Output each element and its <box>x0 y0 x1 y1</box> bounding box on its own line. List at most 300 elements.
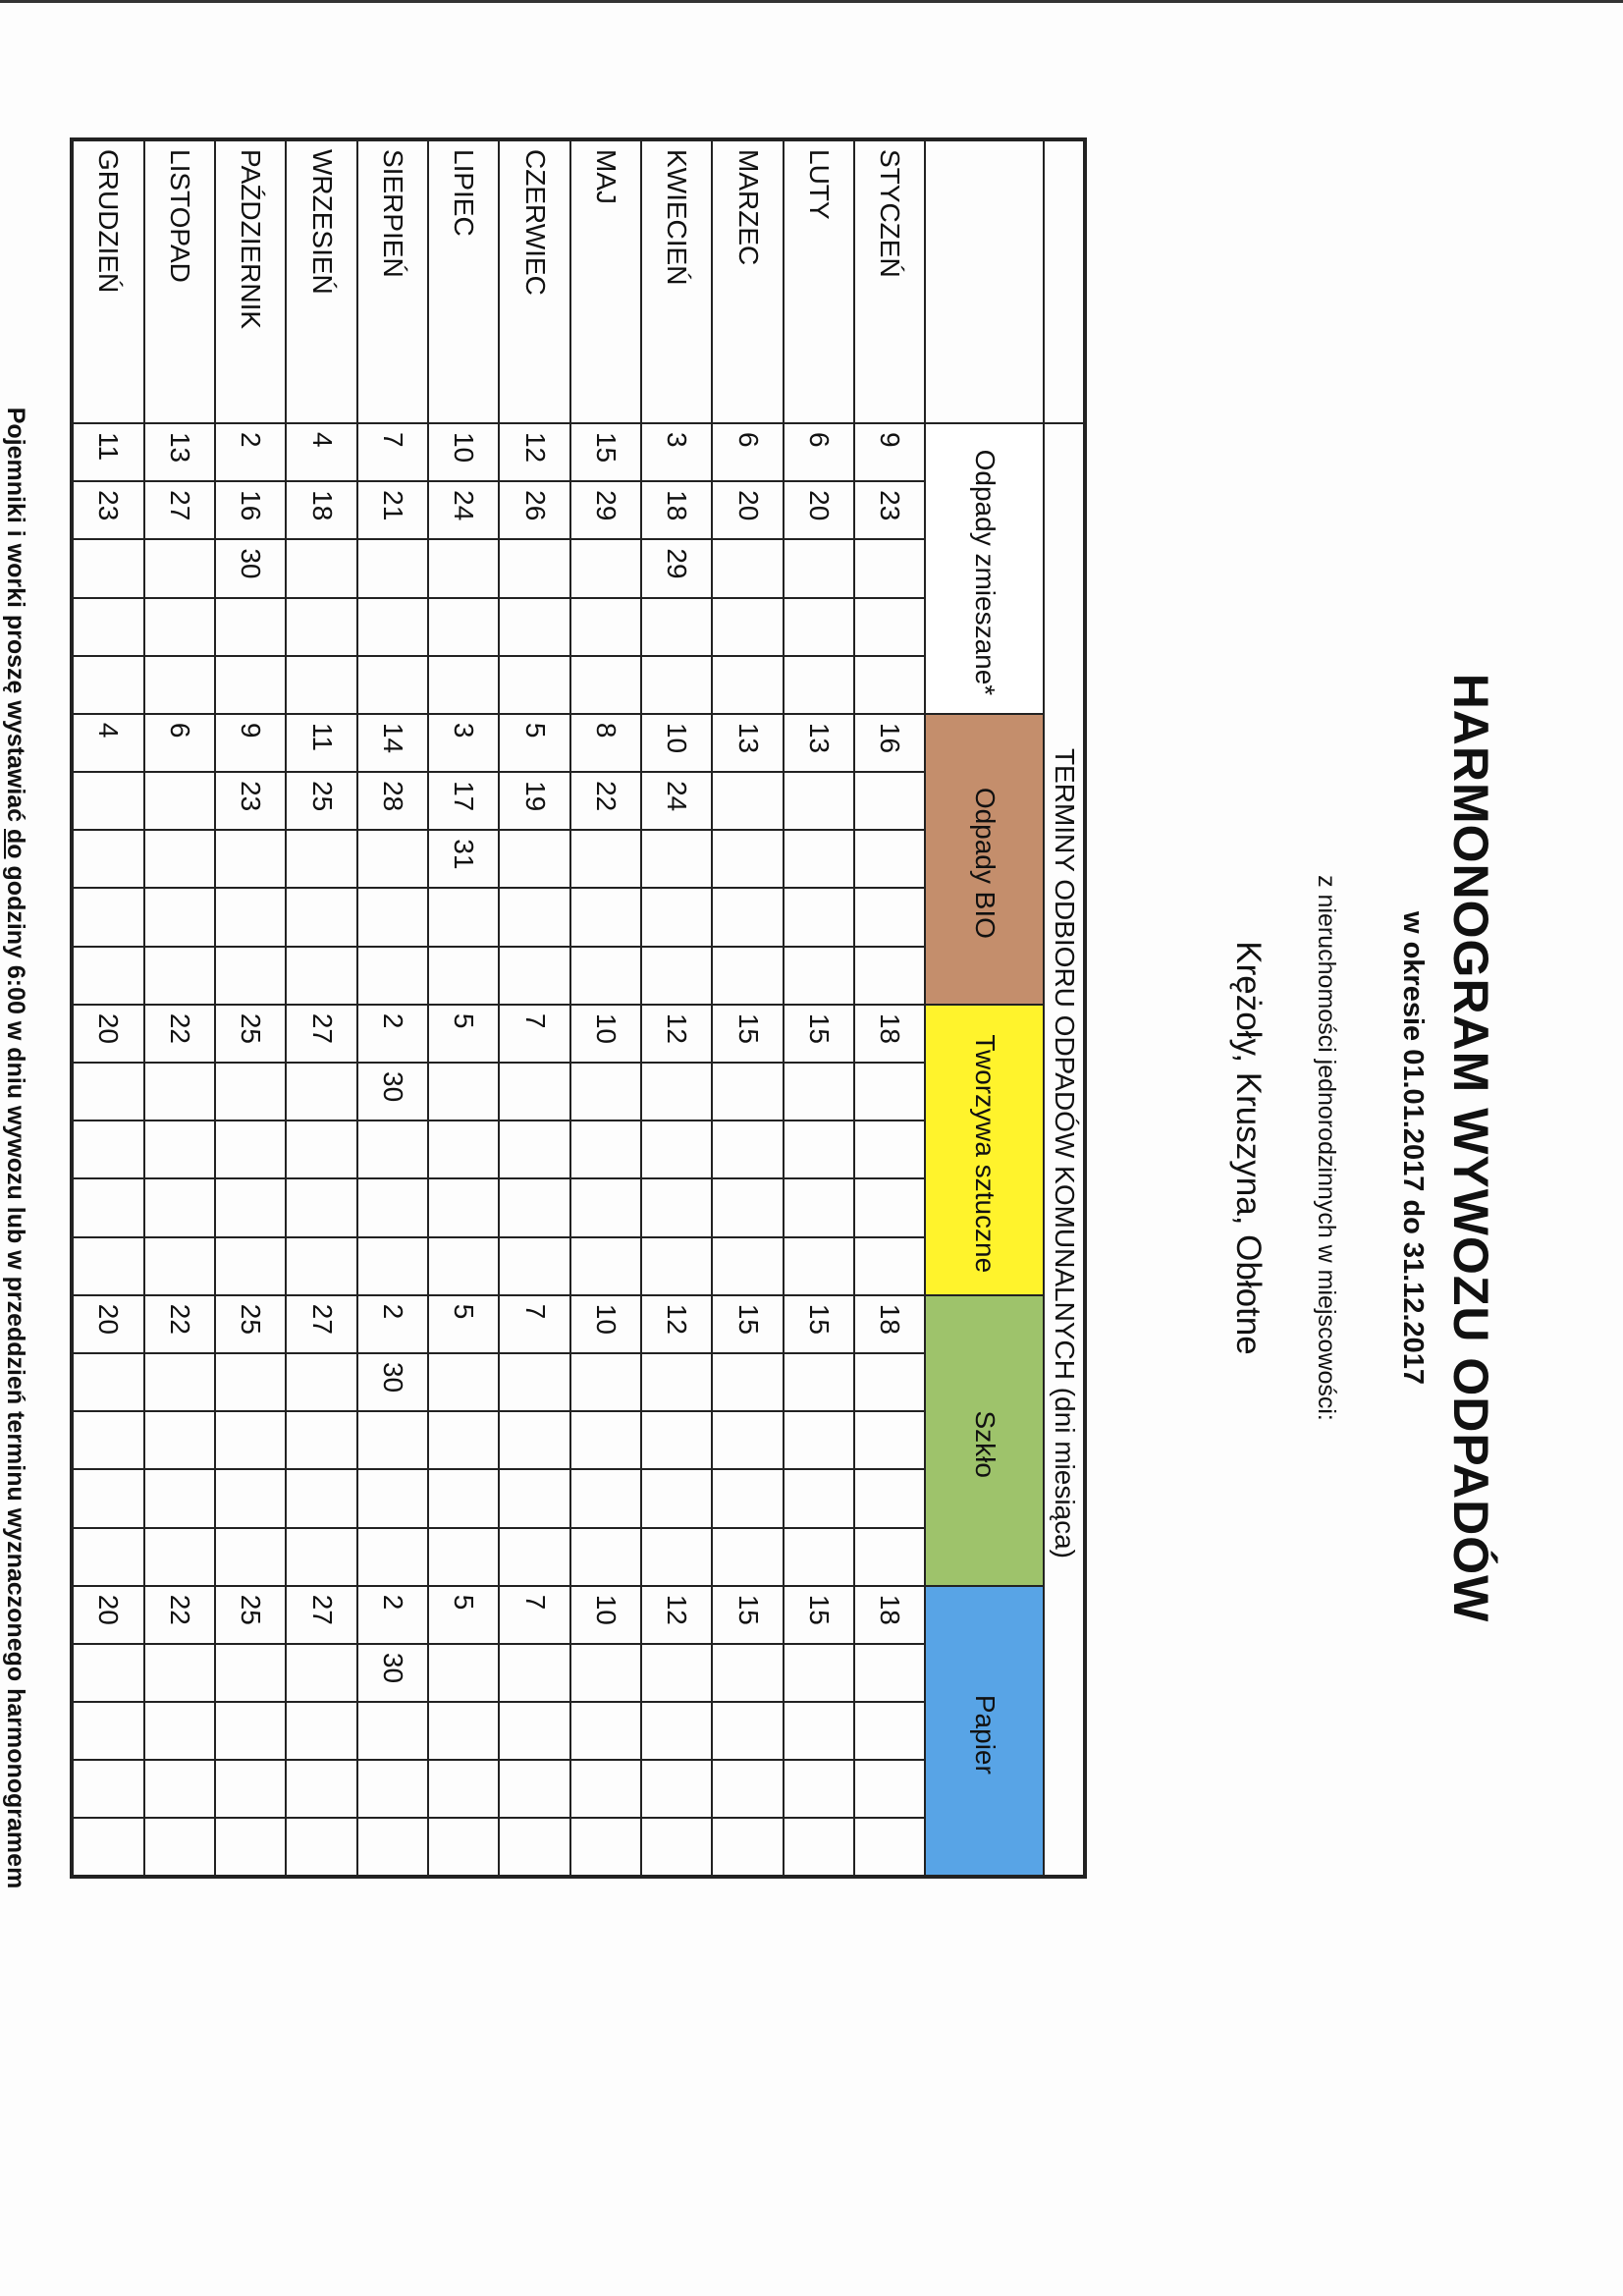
day-cell-plastic <box>357 1178 428 1236</box>
day-cell-plastic <box>570 1121 641 1178</box>
day-cell-mixed <box>784 539 854 597</box>
day-cell-bio <box>854 772 925 830</box>
day-cell-paper <box>428 1644 499 1702</box>
day-cell-paper <box>712 1702 783 1760</box>
day-cell-mixed <box>286 539 356 597</box>
day-cell-plastic: 27 <box>286 1005 356 1063</box>
day-cell-glass <box>428 1353 499 1411</box>
day-cell-glass <box>784 1528 854 1586</box>
table-corner <box>1044 139 1085 423</box>
day-cell-glass <box>144 1528 215 1586</box>
month-cell: LUTY <box>784 139 854 423</box>
day-cell-bio <box>357 888 428 946</box>
day-cell-bio <box>641 947 712 1005</box>
day-cell-mixed: 4 <box>286 423 356 481</box>
day-cell-paper <box>72 1818 144 1877</box>
day-cell-plastic: 18 <box>854 1005 925 1063</box>
footer-text-2: godziny 6:00 w dniu wywozu lub w przeddzień terminu wyznaczonego harmonogramem <box>2 858 29 1889</box>
day-cell-glass <box>641 1411 712 1469</box>
day-cell-mixed: 12 <box>499 423 569 481</box>
footer-underlined: do <box>2 829 29 859</box>
day-cell-paper <box>357 1818 428 1877</box>
day-cell-paper <box>854 1760 925 1818</box>
category-paper-header: Papier <box>926 1586 1045 1877</box>
day-cell-bio <box>286 830 356 888</box>
day-cell-glass <box>712 1469 783 1527</box>
day-cell-plastic: 5 <box>428 1005 499 1063</box>
day-cell-paper <box>357 1760 428 1818</box>
day-cell-bio <box>428 888 499 946</box>
day-cell-mixed: 29 <box>641 539 712 597</box>
day-cell-paper <box>428 1702 499 1760</box>
day-cell-paper <box>570 1760 641 1818</box>
day-cell-plastic <box>499 1121 569 1178</box>
day-cell-plastic <box>854 1121 925 1178</box>
day-cell-mixed: 23 <box>72 481 144 539</box>
day-cell-bio <box>499 947 569 1005</box>
day-cell-bio <box>357 947 428 1005</box>
day-cell-paper <box>641 1702 712 1760</box>
day-cell-glass: 7 <box>499 1295 569 1353</box>
day-cell-plastic <box>428 1178 499 1236</box>
day-cell-mixed: 2 <box>215 423 286 481</box>
day-cell-bio <box>570 947 641 1005</box>
month-cell: CZERWIEC <box>499 139 569 423</box>
day-cell-paper <box>144 1702 215 1760</box>
day-cell-bio <box>499 888 569 946</box>
day-cell-mixed <box>215 656 286 714</box>
day-cell-plastic <box>215 1063 286 1121</box>
day-cell-plastic <box>428 1121 499 1178</box>
day-cell-plastic <box>499 1178 569 1236</box>
day-cell-bio: 22 <box>570 772 641 830</box>
day-cell-glass <box>854 1411 925 1469</box>
day-cell-plastic <box>286 1063 356 1121</box>
table-row <box>641 139 712 1877</box>
category-glass-header: Szkło <box>926 1295 1045 1586</box>
day-cell-mixed <box>641 656 712 714</box>
day-cell-bio <box>144 830 215 888</box>
day-cell-glass <box>784 1469 854 1527</box>
footer-text-1: Pojemniki i worki proszę wystawiać <box>2 407 29 830</box>
day-cell-glass <box>570 1528 641 1586</box>
day-cell-mixed: 21 <box>357 481 428 539</box>
day-cell-plastic: 2 <box>357 1005 428 1063</box>
day-cell-glass <box>286 1528 356 1586</box>
day-cell-plastic <box>286 1178 356 1236</box>
day-cell-plastic <box>784 1178 854 1236</box>
day-cell-paper <box>712 1644 783 1702</box>
day-cell-mixed <box>854 656 925 714</box>
day-cell-mixed: 29 <box>570 481 641 539</box>
day-cell-paper: 5 <box>428 1586 499 1644</box>
day-cell-paper <box>215 1760 286 1818</box>
table-row <box>712 139 783 1877</box>
day-cell-mixed: 10 <box>428 423 499 481</box>
day-cell-paper <box>499 1702 569 1760</box>
day-cell-glass <box>641 1353 712 1411</box>
day-cell-plastic <box>641 1178 712 1236</box>
day-cell-bio <box>215 888 286 946</box>
day-cell-glass <box>570 1353 641 1411</box>
day-cell-glass <box>357 1528 428 1586</box>
day-cell-paper <box>784 1644 854 1702</box>
day-cell-glass <box>854 1353 925 1411</box>
month-cell: LISTOPAD <box>144 139 215 423</box>
day-cell-bio <box>641 830 712 888</box>
day-cell-glass <box>570 1411 641 1469</box>
day-cell-glass <box>712 1411 783 1469</box>
day-cell-mixed <box>570 656 641 714</box>
day-cell-glass: 2 <box>357 1295 428 1353</box>
day-cell-plastic <box>428 1063 499 1121</box>
day-cell-bio <box>357 830 428 888</box>
day-cell-bio <box>784 772 854 830</box>
day-cell-bio: 16 <box>854 714 925 772</box>
day-cell-mixed <box>428 656 499 714</box>
day-cell-glass <box>286 1353 356 1411</box>
day-cell-plastic: 15 <box>784 1005 854 1063</box>
day-cell-plastic: 22 <box>144 1005 215 1063</box>
day-cell-bio: 9 <box>215 714 286 772</box>
schedule-table <box>70 137 1087 1879</box>
day-cell-plastic: 12 <box>641 1005 712 1063</box>
day-cell-mixed <box>357 598 428 656</box>
day-cell-plastic <box>641 1063 712 1121</box>
day-cell-mixed <box>357 656 428 714</box>
day-cell-mixed: 23 <box>854 481 925 539</box>
day-cell-plastic <box>712 1178 783 1236</box>
day-cell-mixed: 18 <box>641 481 712 539</box>
category-bio-header: Odpady BIO <box>926 714 1045 1005</box>
day-cell-bio <box>641 888 712 946</box>
day-cell-bio <box>712 947 783 1005</box>
day-cell-bio <box>286 888 356 946</box>
day-cell-mixed <box>428 598 499 656</box>
day-cell-paper <box>72 1644 144 1702</box>
day-cell-glass <box>784 1411 854 1469</box>
day-cell-plastic <box>144 1121 215 1178</box>
day-cell-plastic <box>357 1237 428 1295</box>
day-cell-glass <box>854 1469 925 1527</box>
day-cell-paper <box>499 1818 569 1877</box>
day-cell-plastic <box>72 1237 144 1295</box>
day-cell-glass <box>286 1469 356 1527</box>
day-cell-mixed <box>72 539 144 597</box>
day-cell-paper: 15 <box>784 1586 854 1644</box>
day-cell-bio <box>712 830 783 888</box>
day-cell-bio <box>570 888 641 946</box>
day-cell-mixed <box>499 656 569 714</box>
day-cell-mixed <box>499 598 569 656</box>
day-cell-plastic <box>144 1237 215 1295</box>
month-cell: MARZEC <box>712 139 783 423</box>
day-cell-bio <box>215 830 286 888</box>
day-cell-glass: 30 <box>357 1353 428 1411</box>
day-cell-glass: 15 <box>712 1295 783 1353</box>
day-cell-glass: 12 <box>641 1295 712 1353</box>
footer-note <box>1 0 29 2296</box>
day-cell-paper: 15 <box>712 1586 783 1644</box>
day-cell-glass <box>712 1353 783 1411</box>
day-cell-paper: 12 <box>641 1586 712 1644</box>
day-cell-glass <box>499 1469 569 1527</box>
day-cell-glass <box>641 1469 712 1527</box>
table-row <box>215 139 286 1877</box>
day-cell-mixed: 18 <box>286 481 356 539</box>
day-cell-plastic <box>641 1121 712 1178</box>
day-cell-paper: 18 <box>854 1586 925 1644</box>
day-cell-glass <box>72 1469 144 1527</box>
table-title: TERMINY ODBIORU ODPADÓW KOMUNALNYCH (dni miesiąca) <box>1044 423 1085 1877</box>
day-cell-plastic: 30 <box>357 1063 428 1121</box>
day-cell-mixed: 26 <box>499 481 569 539</box>
day-cell-glass <box>428 1528 499 1586</box>
day-cell-plastic <box>784 1237 854 1295</box>
day-cell-mixed <box>428 539 499 597</box>
day-cell-glass <box>144 1411 215 1469</box>
day-cell-plastic <box>286 1237 356 1295</box>
day-cell-glass <box>144 1469 215 1527</box>
day-cell-plastic: 20 <box>72 1005 144 1063</box>
day-cell-bio <box>854 947 925 1005</box>
table-row <box>357 139 428 1877</box>
day-cell-mixed: 3 <box>641 423 712 481</box>
day-cell-glass <box>72 1528 144 1586</box>
day-cell-mixed: 30 <box>215 539 286 597</box>
day-cell-plastic: 7 <box>499 1005 569 1063</box>
month-cell: LIPIEC <box>428 139 499 423</box>
day-cell-mixed <box>854 539 925 597</box>
day-cell-mixed: 9 <box>854 423 925 481</box>
day-cell-plastic <box>72 1121 144 1178</box>
day-cell-glass <box>215 1353 286 1411</box>
day-cell-bio: 17 <box>428 772 499 830</box>
day-cell-bio <box>570 830 641 888</box>
period-text: w okresie 01.01.2017 do 31.12.2017 <box>1397 910 1429 1386</box>
day-cell-plastic <box>570 1063 641 1121</box>
day-cell-paper <box>286 1644 356 1702</box>
day-cell-plastic: 10 <box>570 1005 641 1063</box>
day-cell-mixed <box>712 656 783 714</box>
day-cell-plastic <box>286 1121 356 1178</box>
day-cell-paper <box>286 1702 356 1760</box>
day-cell-glass <box>784 1353 854 1411</box>
day-cell-paper: 25 <box>215 1586 286 1644</box>
day-cell-bio <box>72 947 144 1005</box>
day-cell-glass <box>215 1528 286 1586</box>
day-cell-paper <box>641 1760 712 1818</box>
day-cell-glass <box>357 1411 428 1469</box>
day-cell-plastic <box>854 1063 925 1121</box>
month-cell: MAJ <box>570 139 641 423</box>
day-cell-plastic <box>712 1121 783 1178</box>
day-cell-mixed: 6 <box>784 423 854 481</box>
day-cell-plastic <box>712 1237 783 1295</box>
day-cell-paper <box>784 1760 854 1818</box>
day-cell-paper <box>428 1760 499 1818</box>
day-cell-mixed <box>499 539 569 597</box>
day-cell-bio: 28 <box>357 772 428 830</box>
day-cell-paper <box>784 1818 854 1877</box>
day-cell-bio <box>784 947 854 1005</box>
day-cell-plastic <box>570 1178 641 1236</box>
day-cell-bio: 19 <box>499 772 569 830</box>
day-cell-paper <box>215 1702 286 1760</box>
day-cell-glass: 10 <box>570 1295 641 1353</box>
day-cell-paper: 27 <box>286 1586 356 1644</box>
day-cell-glass: 18 <box>854 1295 925 1353</box>
day-cell-paper <box>144 1644 215 1702</box>
table-row <box>144 139 215 1877</box>
day-cell-mixed <box>72 598 144 656</box>
day-cell-bio <box>144 888 215 946</box>
day-cell-paper <box>72 1702 144 1760</box>
day-cell-bio <box>286 947 356 1005</box>
day-cell-paper <box>641 1644 712 1702</box>
day-cell-glass <box>357 1469 428 1527</box>
day-cell-paper <box>712 1818 783 1877</box>
day-cell-paper <box>712 1760 783 1818</box>
day-cell-glass <box>499 1411 569 1469</box>
day-cell-bio: 10 <box>641 714 712 772</box>
day-cell-plastic <box>499 1063 569 1121</box>
day-cell-mixed <box>144 539 215 597</box>
day-cell-paper <box>215 1644 286 1702</box>
day-cell-mixed <box>72 656 144 714</box>
day-cell-bio: 3 <box>428 714 499 772</box>
day-cell-glass: 22 <box>144 1295 215 1353</box>
day-cell-plastic <box>854 1178 925 1236</box>
day-cell-glass <box>570 1469 641 1527</box>
day-cell-bio: 8 <box>570 714 641 772</box>
day-cell-plastic <box>428 1237 499 1295</box>
day-cell-mixed <box>215 598 286 656</box>
day-cell-bio: 31 <box>428 830 499 888</box>
day-cell-plastic <box>712 1063 783 1121</box>
day-cell-mixed <box>712 598 783 656</box>
day-cell-bio: 4 <box>72 714 144 772</box>
day-cell-mixed <box>784 598 854 656</box>
day-cell-glass <box>428 1411 499 1469</box>
day-cell-glass <box>499 1528 569 1586</box>
day-cell-bio <box>215 947 286 1005</box>
day-cell-mixed: 27 <box>144 481 215 539</box>
day-cell-mixed: 20 <box>712 481 783 539</box>
day-cell-paper <box>144 1760 215 1818</box>
day-cell-bio <box>712 772 783 830</box>
month-cell: STYCZEŃ <box>854 139 925 423</box>
day-cell-paper <box>499 1644 569 1702</box>
day-cell-mixed <box>144 598 215 656</box>
day-cell-glass <box>286 1411 356 1469</box>
day-cell-bio: 23 <box>215 772 286 830</box>
month-cell: WRZESIEŃ <box>286 139 356 423</box>
day-cell-mixed <box>641 598 712 656</box>
intro-text: z nieruchomości jednorodzinnych w miejscowości: <box>1313 875 1340 1421</box>
day-cell-bio: 11 <box>286 714 356 772</box>
day-cell-glass <box>72 1353 144 1411</box>
day-cell-glass <box>854 1528 925 1586</box>
day-cell-bio <box>854 830 925 888</box>
day-cell-bio <box>712 888 783 946</box>
day-cell-paper: 20 <box>72 1586 144 1644</box>
day-cell-paper <box>570 1644 641 1702</box>
day-cell-bio <box>144 947 215 1005</box>
day-cell-bio: 6 <box>144 714 215 772</box>
day-cell-paper: 7 <box>499 1586 569 1644</box>
day-cell-mixed <box>784 656 854 714</box>
day-cell-mixed <box>854 598 925 656</box>
day-cell-glass <box>712 1528 783 1586</box>
day-cell-glass <box>215 1469 286 1527</box>
day-cell-mixed: 16 <box>215 481 286 539</box>
day-cell-bio: 25 <box>286 772 356 830</box>
day-cell-glass: 15 <box>784 1295 854 1353</box>
day-cell-paper <box>286 1818 356 1877</box>
day-cell-mixed: 13 <box>144 423 215 481</box>
table-row <box>854 139 925 1877</box>
month-cell: KWIECIEŃ <box>641 139 712 423</box>
day-cell-paper <box>428 1818 499 1877</box>
day-cell-glass: 5 <box>428 1295 499 1353</box>
day-cell-plastic <box>784 1121 854 1178</box>
day-cell-paper: 30 <box>357 1644 428 1702</box>
day-cell-plastic <box>499 1237 569 1295</box>
day-cell-bio <box>144 772 215 830</box>
day-cell-paper: 10 <box>570 1586 641 1644</box>
day-cell-bio: 14 <box>357 714 428 772</box>
day-cell-bio: 13 <box>712 714 783 772</box>
day-cell-bio <box>428 947 499 1005</box>
day-cell-plastic <box>72 1063 144 1121</box>
day-cell-plastic <box>570 1237 641 1295</box>
day-cell-glass: 20 <box>72 1295 144 1353</box>
document-title: HARMONOGRAM WYWOZU ODPADÓW <box>1443 673 1498 1623</box>
day-cell-mixed <box>286 656 356 714</box>
day-cell-mixed: 15 <box>570 423 641 481</box>
locations-text: Krężoły, Kruszyna, Obłotne <box>1229 941 1268 1355</box>
day-cell-paper <box>499 1760 569 1818</box>
day-cell-paper <box>641 1818 712 1877</box>
day-cell-paper: 2 <box>357 1586 428 1644</box>
day-cell-plastic <box>854 1237 925 1295</box>
table-row <box>499 139 569 1877</box>
table-row <box>570 139 641 1877</box>
day-cell-bio <box>784 888 854 946</box>
day-cell-mixed <box>144 656 215 714</box>
month-cell: SIERPIEŃ <box>357 139 428 423</box>
day-cell-plastic: 25 <box>215 1005 286 1063</box>
day-cell-glass <box>499 1353 569 1411</box>
day-cell-plastic <box>215 1121 286 1178</box>
table-row <box>286 139 356 1877</box>
day-cell-bio <box>72 830 144 888</box>
day-cell-bio <box>499 830 569 888</box>
day-cell-plastic <box>215 1237 286 1295</box>
day-cell-mixed: 7 <box>357 423 428 481</box>
day-cell-bio: 13 <box>784 714 854 772</box>
table-row <box>784 139 854 1877</box>
table-row <box>72 139 144 1877</box>
day-cell-glass <box>215 1411 286 1469</box>
day-cell-paper <box>357 1702 428 1760</box>
day-cell-paper <box>854 1702 925 1760</box>
category-plastic-header: Tworzywa sztuczne <box>926 1005 1045 1295</box>
day-cell-paper <box>570 1818 641 1877</box>
day-cell-paper <box>784 1702 854 1760</box>
day-cell-mixed: 24 <box>428 481 499 539</box>
